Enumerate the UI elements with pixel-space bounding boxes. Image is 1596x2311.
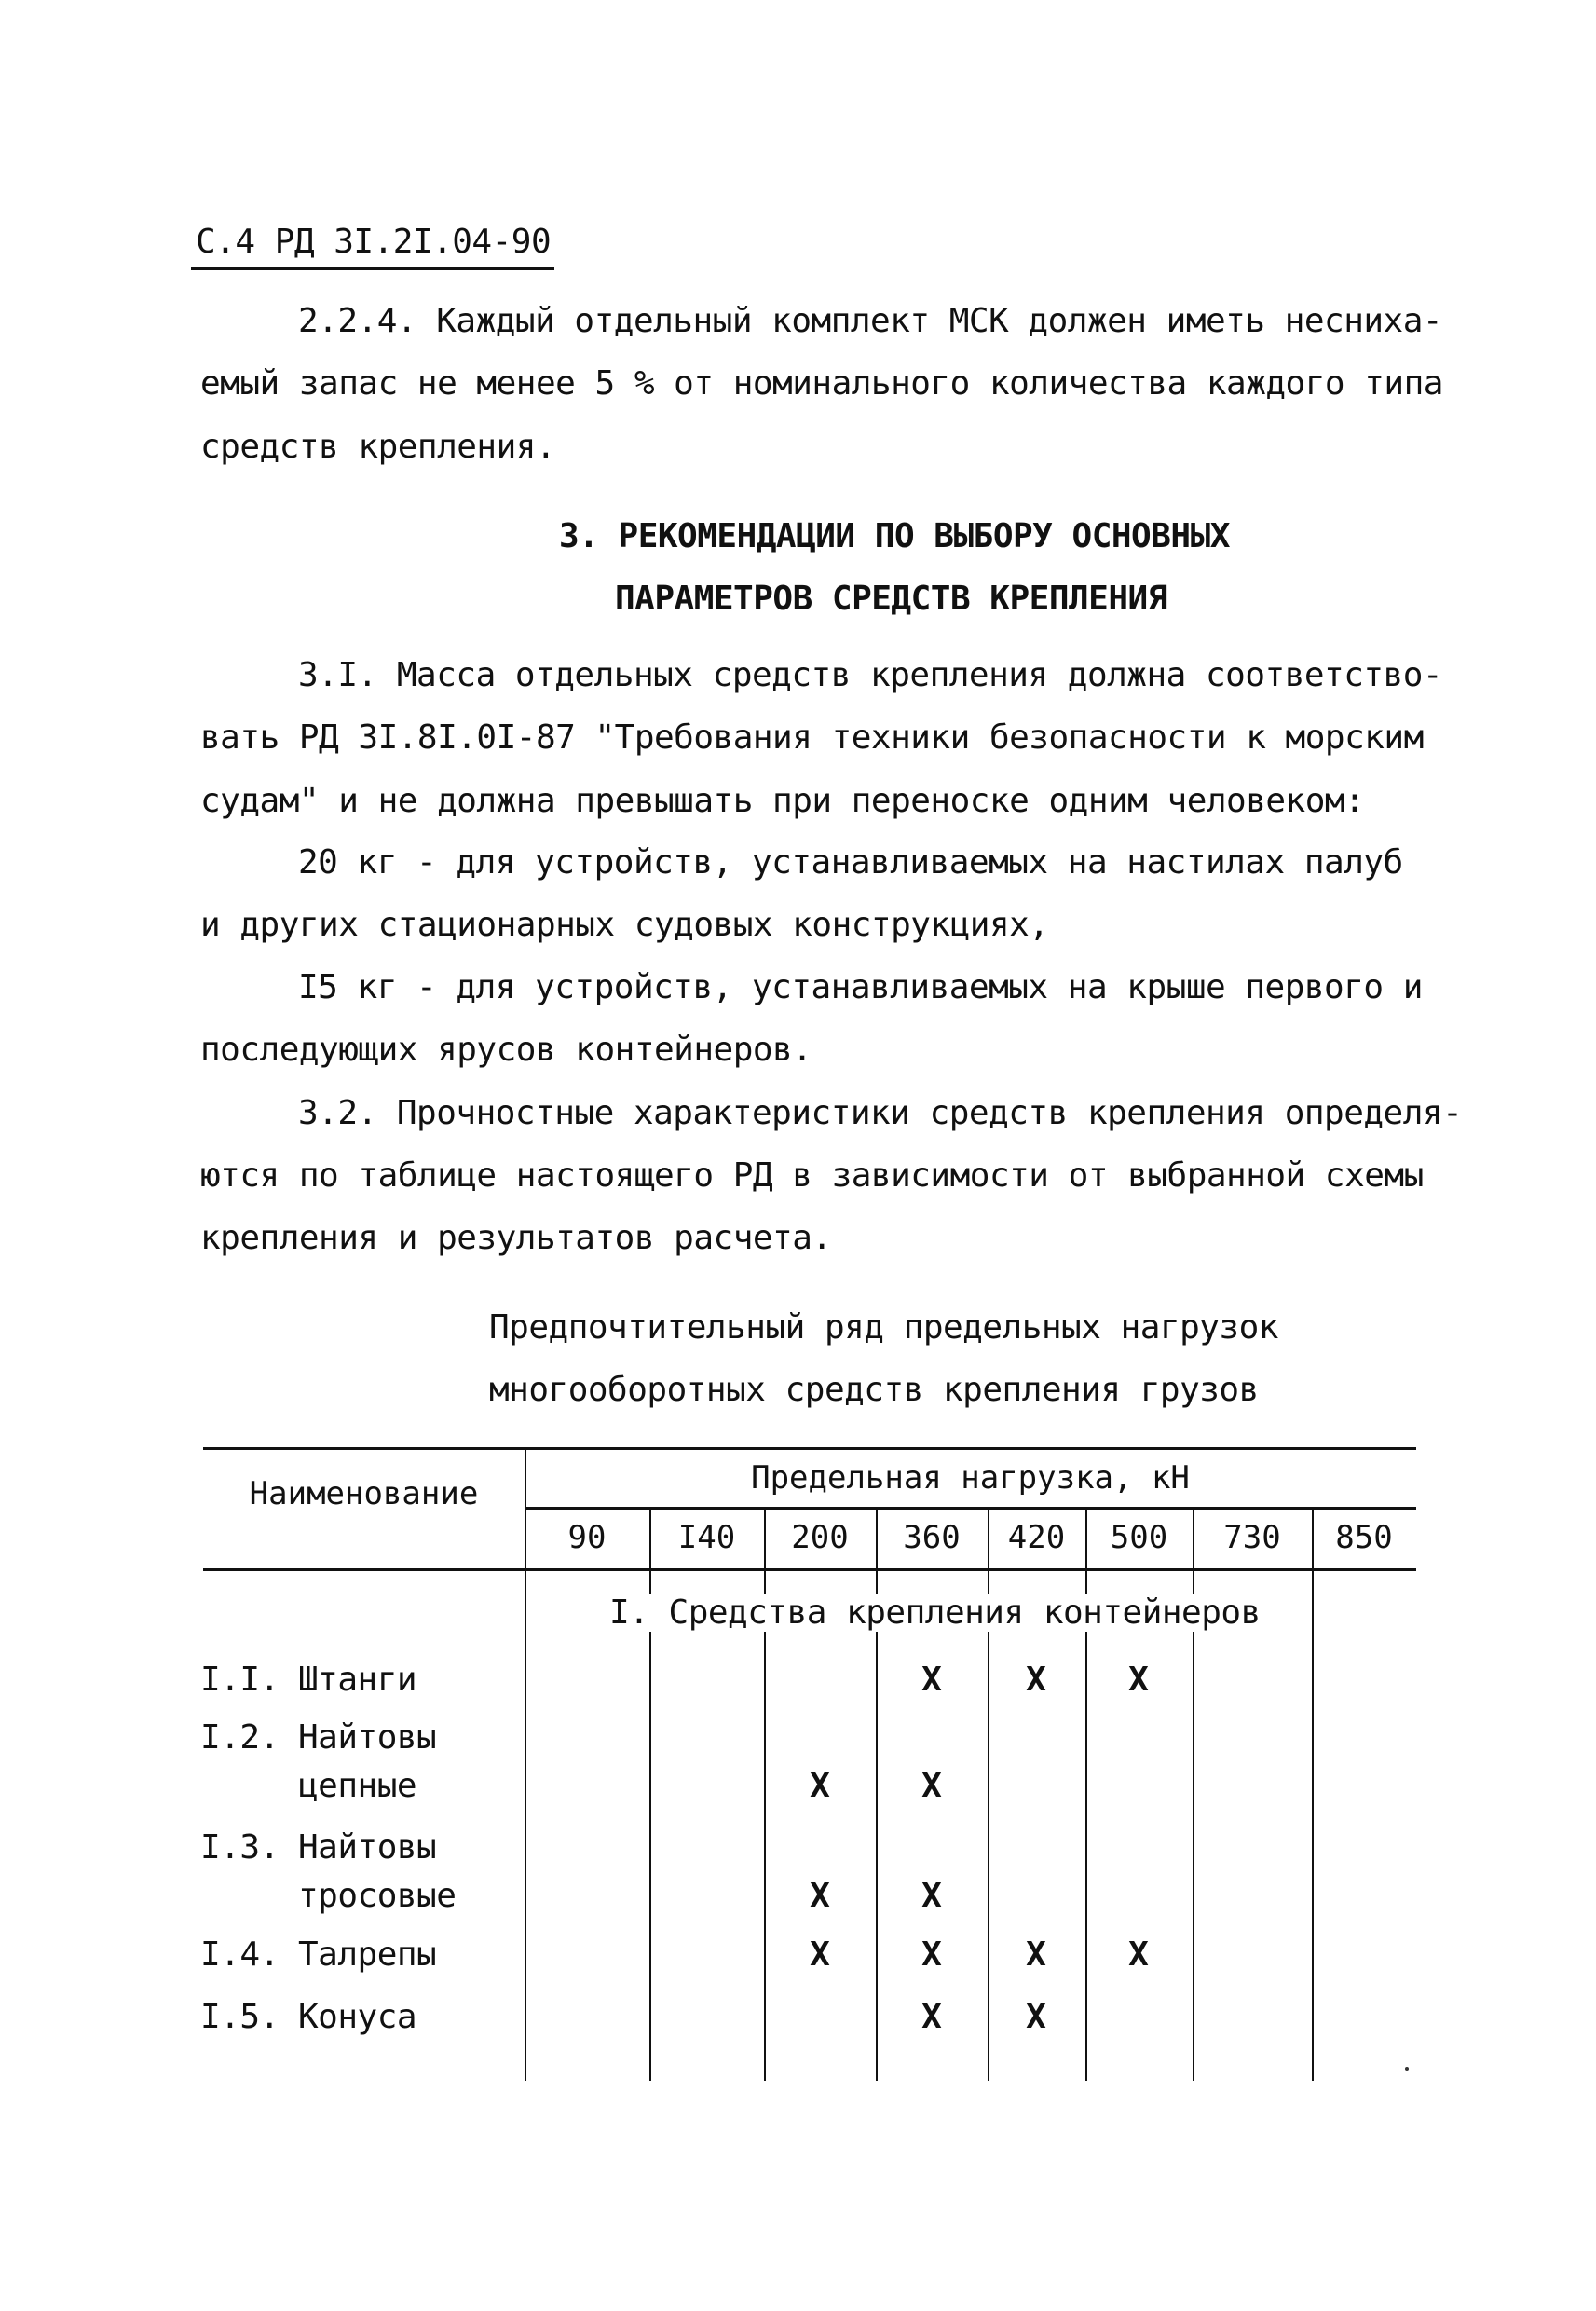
section-title-line-2: ПАРАМЕТРОВ СРЕДСТВ КРЕПЛЕНИЯ	[615, 580, 1167, 618]
table-caption-line-2: многооборотных средств крепления грузов	[489, 1371, 1259, 1409]
load-value: 850	[1335, 1519, 1393, 1556]
table-mark-x: X	[921, 1935, 942, 1974]
load-value: I40	[677, 1519, 736, 1556]
table-mark-x: X	[921, 1767, 942, 1805]
row-number: I.5.	[200, 1998, 280, 2036]
load-value: 360	[903, 1519, 961, 1556]
header-underline	[191, 267, 554, 270]
table-mark-x: X	[921, 1661, 942, 1699]
table-name-header: Наименование	[249, 1475, 479, 1512]
row-name: Найтовы	[298, 1828, 437, 1867]
para-32-line-2: ются по таблице настоящего РД в зависимости от выбранной схемы	[200, 1156, 1424, 1195]
table-mark-x: X	[810, 1877, 830, 1915]
para-31-line-5: и других стационарных судовых конструкциях,	[200, 906, 1049, 944]
para-31-line-4: 20 кг - для устройств, устанавливаемых на настилах палуб	[298, 843, 1403, 882]
scan-speck	[1405, 2067, 1409, 2071]
table-load-subrule	[525, 1507, 1416, 1510]
row-number: I.2.	[200, 1718, 280, 1757]
page-header: С.4 РД 3I.2I.04-90	[196, 223, 552, 261]
table-header-bottom-rule	[203, 1568, 1416, 1571]
table-mark-x: X	[921, 1877, 942, 1915]
table-mark-x: X	[1026, 1998, 1046, 2036]
table-mark-x: X	[1026, 1935, 1046, 1974]
row-name-continuation: цепные	[298, 1767, 417, 1805]
table-mark-x: X	[1026, 1661, 1046, 1699]
table-mark-x: X	[921, 1998, 942, 2036]
para-31-line-7: последующих ярусов контейнеров.	[200, 1031, 812, 1069]
row-name: Найтовы	[298, 1718, 437, 1757]
table-col-divider-7	[1312, 1507, 1314, 2081]
section-title-line-1: 3. РЕКОМЕНДАЦИИ ПО ВЫБОРУ ОСНОВНЫХ	[559, 517, 1230, 555]
load-value: 500	[1110, 1519, 1168, 1556]
para-31-line-2: вать РД 3I.8I.0I-87 "Требования техники безопасности к морским	[200, 718, 1424, 757]
table-mark-x: X	[810, 1935, 830, 1974]
row-name: Штанги	[298, 1661, 417, 1699]
row-name: Конуса	[298, 1998, 417, 2036]
load-value: 420	[1007, 1519, 1066, 1556]
table-group-title: I. Средства крепления контейнеров	[604, 1594, 1266, 1632]
para-31-line-1: 3.I. Масса отдельных средств крепления должна соответство-	[298, 656, 1443, 694]
para-32-line-3: крепления и результатов расчета.	[200, 1219, 832, 1257]
table-mark-x: X	[1128, 1661, 1149, 1699]
row-number: I.4.	[200, 1935, 280, 1974]
table-mark-x: X	[1128, 1935, 1149, 1974]
row-number: I.3.	[200, 1828, 280, 1867]
row-number: I.I.	[200, 1661, 280, 1699]
para-224-line-1: 2.2.4. Каждый отдельный комплект МСК должен иметь несниха-	[298, 302, 1443, 340]
row-name-continuation: тросовые	[298, 1877, 457, 1915]
table-mark-x: X	[810, 1767, 830, 1805]
table-load-header: Предельная нагрузка, кН	[751, 1459, 1190, 1497]
load-value: 730	[1223, 1519, 1281, 1556]
para-31-line-6: I5 кг - для устройств, устанавливаемых на крыше первого и	[298, 968, 1423, 1006]
table-caption-line-1: Предпочтительный ряд предельных нагрузок	[489, 1308, 1278, 1347]
load-value: 90	[567, 1519, 607, 1556]
row-name: Талрепы	[298, 1935, 437, 1974]
para-224-line-2: емый запас не менее 5 % от номинального количества каждого типа	[200, 364, 1443, 403]
para-32-line-1: 3.2. Прочностные характеристики средств крепления определя-	[298, 1094, 1463, 1132]
para-224-line-3: средств крепления.	[200, 428, 556, 466]
para-31-line-3: судам" и не должна превышать при переноске одним человеком:	[200, 782, 1365, 820]
table-top-rule	[203, 1447, 1416, 1450]
load-value: 200	[791, 1519, 849, 1556]
